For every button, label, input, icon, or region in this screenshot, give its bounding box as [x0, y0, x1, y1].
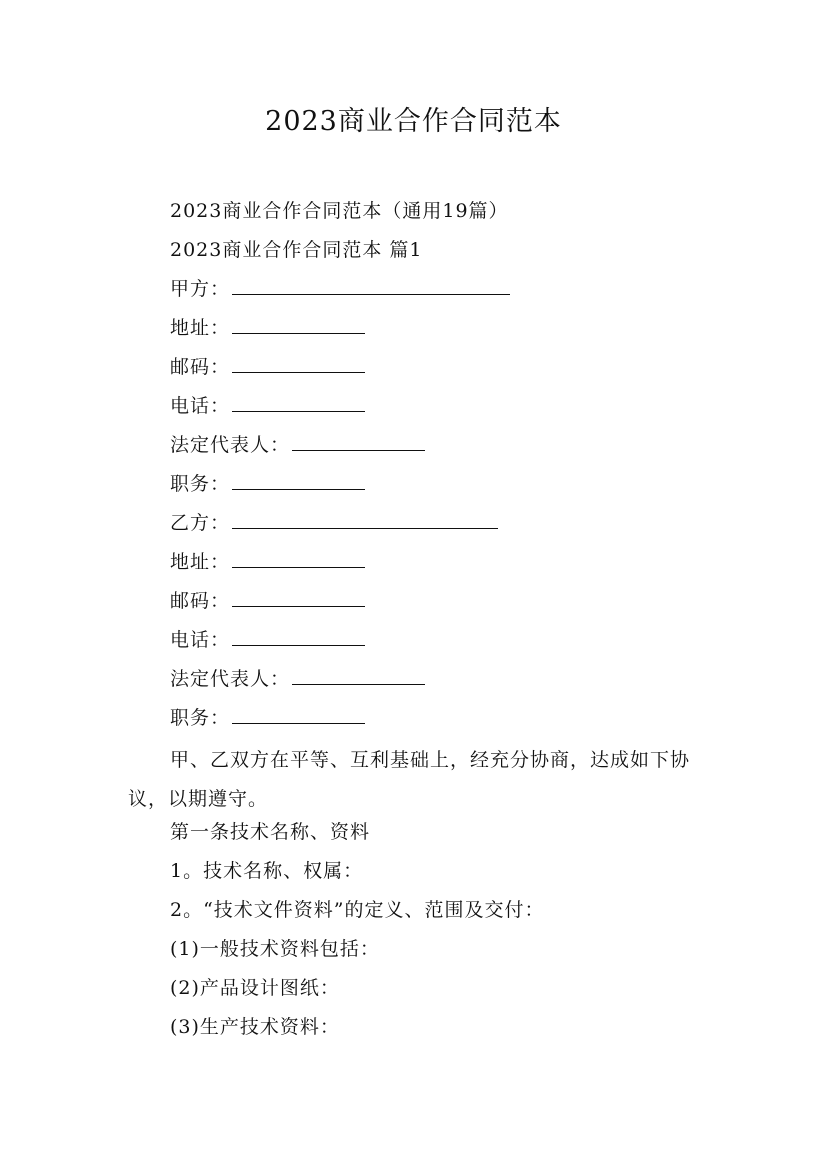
sub-list-item: (2)产品设计图纸：: [170, 977, 340, 999]
party-a-position-blank[interactable]: [232, 471, 365, 490]
party-b-phone-row: [170, 627, 365, 653]
party-a-postcode-row: [170, 354, 365, 380]
party-b-position-row: [170, 705, 365, 731]
party-b-address-label: 地址：: [170, 551, 231, 573]
party-a-phone-blank[interactable]: [232, 393, 365, 412]
party-a-rep-row: [170, 432, 425, 458]
list-item: 2。“技术文件资料”的定义、范围及交付：: [170, 899, 545, 921]
party-a-address-row: [170, 315, 365, 341]
party-a-rep-label: 法定代表人：: [170, 434, 291, 456]
party-b-postcode-row: [170, 588, 365, 614]
party-b-rep-label: 法定代表人：: [170, 668, 291, 690]
party-a-position-row: [170, 471, 365, 497]
document-subtitle: 2023商业合作合同范本（通用19篇）: [170, 200, 509, 222]
party-a-phone-label: 电话：: [170, 395, 231, 417]
party-b-position-label: 职务：: [170, 707, 231, 729]
sub-list-item: (3)生产技术资料：: [170, 1016, 340, 1038]
party-a-name-label: 甲方：: [170, 278, 231, 300]
agreement-paragraph: 甲、乙双方在平等、互利基础上，经充分协商，达成如下协议，以期遵守。: [128, 749, 691, 810]
article-1-heading: 第一条技术名称、资料: [170, 821, 371, 843]
document-title: 2023商业合作合同范本: [265, 106, 562, 137]
party-a-position-label: 职务：: [170, 473, 231, 495]
party-b-rep-blank[interactable]: [292, 666, 425, 685]
party-b-phone-blank[interactable]: [232, 627, 365, 646]
party-a-postcode-blank[interactable]: [232, 354, 365, 373]
party-a-phone-row: [170, 393, 365, 419]
party-b-name-blank[interactable]: [232, 510, 498, 529]
party-b-name-label: 乙方：: [170, 512, 231, 534]
party-b-rep-row: [170, 666, 425, 692]
party-b-postcode-label: 邮码：: [170, 590, 231, 612]
party-b-address-blank[interactable]: [232, 549, 365, 568]
list-item: 1。技术名称、权属：: [170, 860, 364, 882]
party-a-rep-blank[interactable]: [292, 432, 425, 451]
party-a-name-blank[interactable]: [232, 276, 510, 295]
party-a-name-row: [170, 276, 510, 302]
section-heading: 2023商业合作合同范本 篇1: [170, 239, 423, 261]
party-b-postcode-blank[interactable]: [232, 588, 365, 607]
party-b-phone-label: 电话：: [170, 629, 231, 651]
party-a-address-label: 地址：: [170, 317, 231, 339]
party-b-name-row: [170, 510, 498, 536]
party-a-address-blank[interactable]: [232, 315, 365, 334]
party-b-address-row: [170, 549, 365, 575]
sub-list-item: (1)一般技术资料包括：: [170, 938, 380, 960]
party-a-postcode-label: 邮码：: [170, 356, 231, 378]
party-b-position-blank[interactable]: [232, 705, 365, 724]
